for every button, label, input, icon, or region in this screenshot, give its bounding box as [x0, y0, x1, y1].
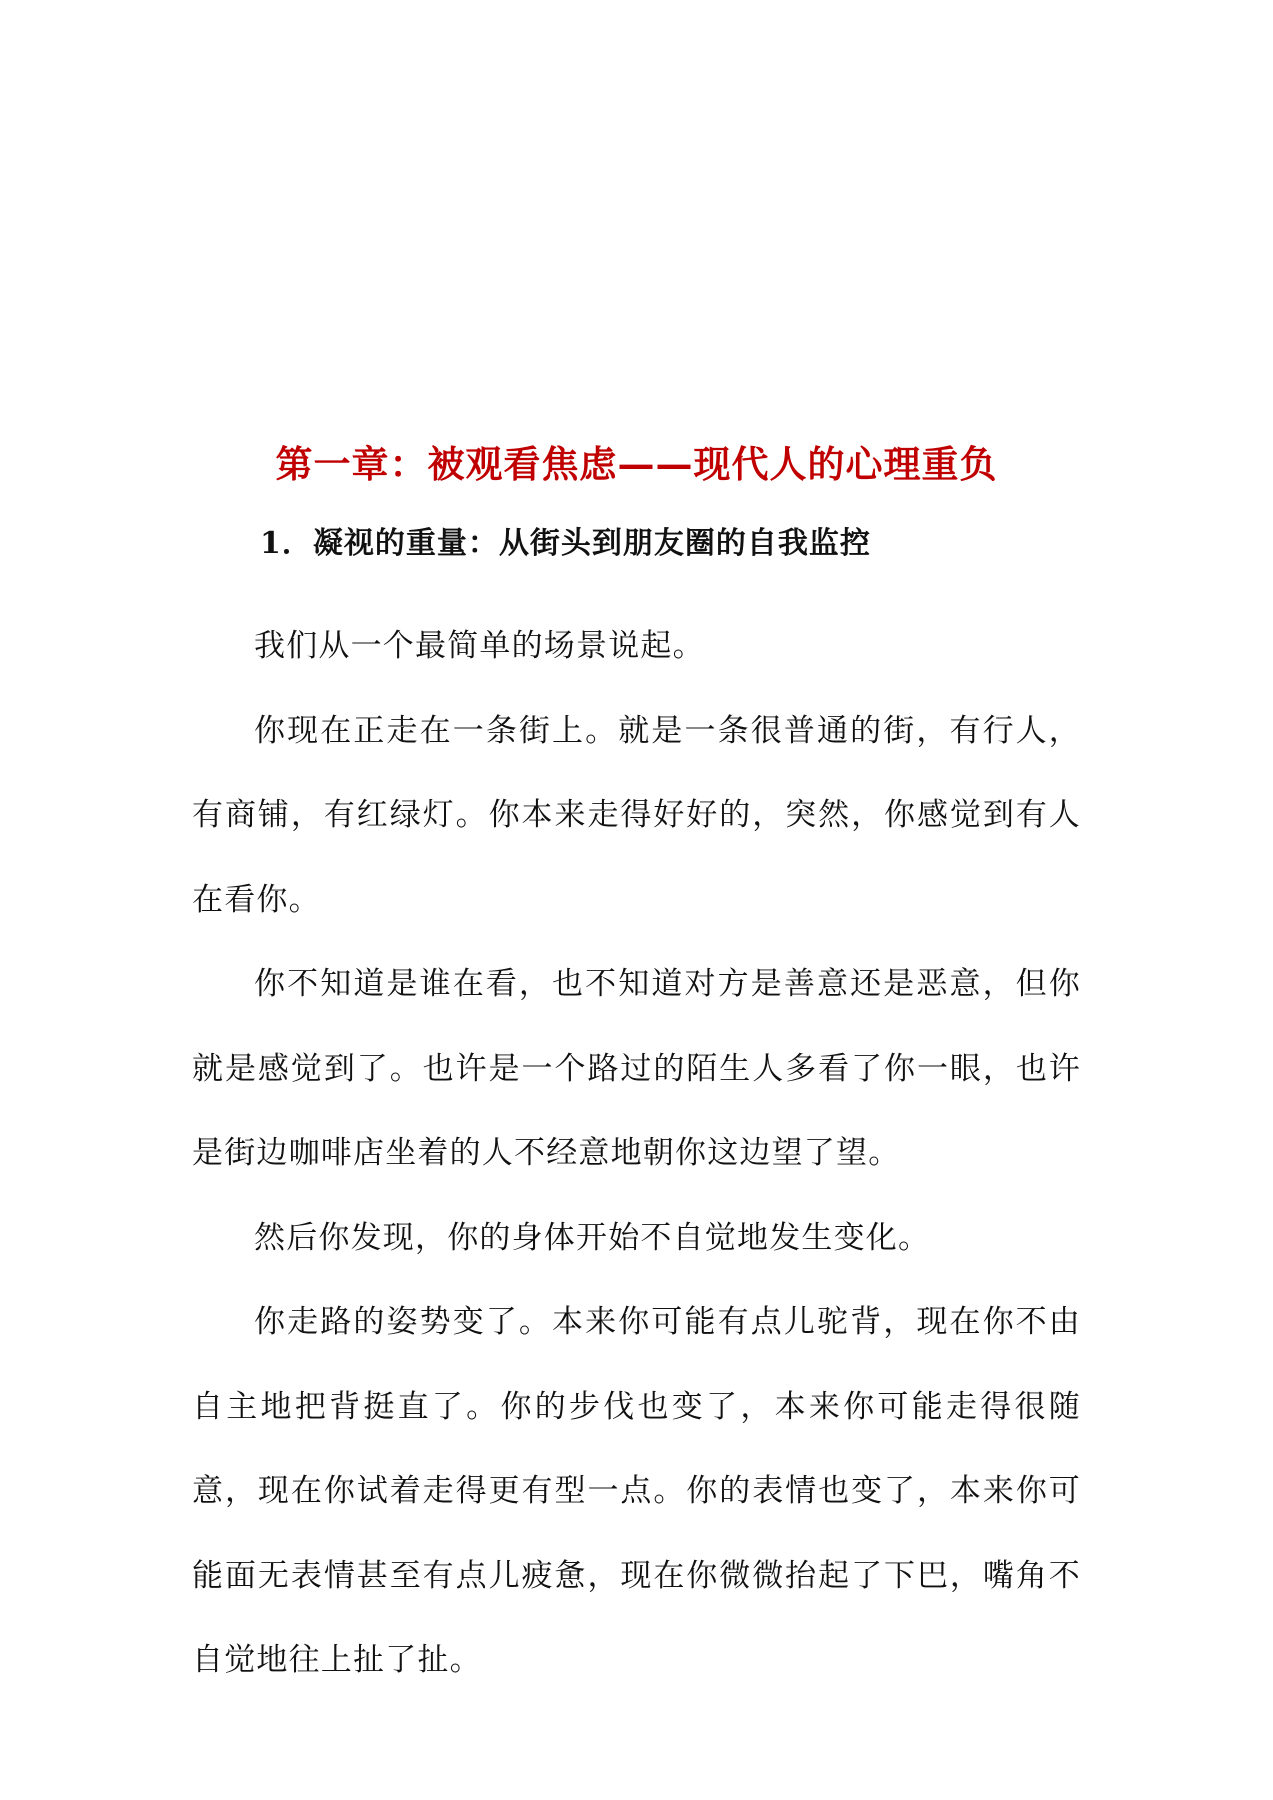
body-text	[192, 604, 1081, 1703]
chapter-title: 第一章：被观看焦虑——现代人的心理重负	[275, 442, 998, 486]
paragraph: 你现在正走在一条街上。就是一条很普通的街，有行人，有商铺，有红绿灯。你本来走得好好的，突然，你感觉到有人在看你。	[192, 712, 1081, 918]
paragraph: 你走路的姿势变了。本来你可能有点儿驼背，现在你不由自主地把背挺直了。你的步伐也变了，本来你可能走得很随意，现在你试着走得更有型一点。你的表情也变了，本来你可能面无表情甚至有点儿疲惫，现在你微微抬起了下巴，嘴角不自觉地往上扯了扯。	[192, 1304, 1081, 1678]
section-heading: 1．凝视的重量：从街头到朋友圈的自我监控	[260, 526, 871, 561]
paragraph: 我们从一个最简单的场景说起。	[254, 628, 705, 664]
paragraph: 你不知道是谁在看，也不知道对方是善意还是恶意，但你就是感觉到了。也许是一个路过的陌生人多看了你一眼，也许是街边咖啡店坐着的人不经意地朝你这边望了望。	[192, 966, 1081, 1171]
paragraph: 然后你发现，你的身体开始不自觉地发生变化。	[254, 1219, 931, 1256]
